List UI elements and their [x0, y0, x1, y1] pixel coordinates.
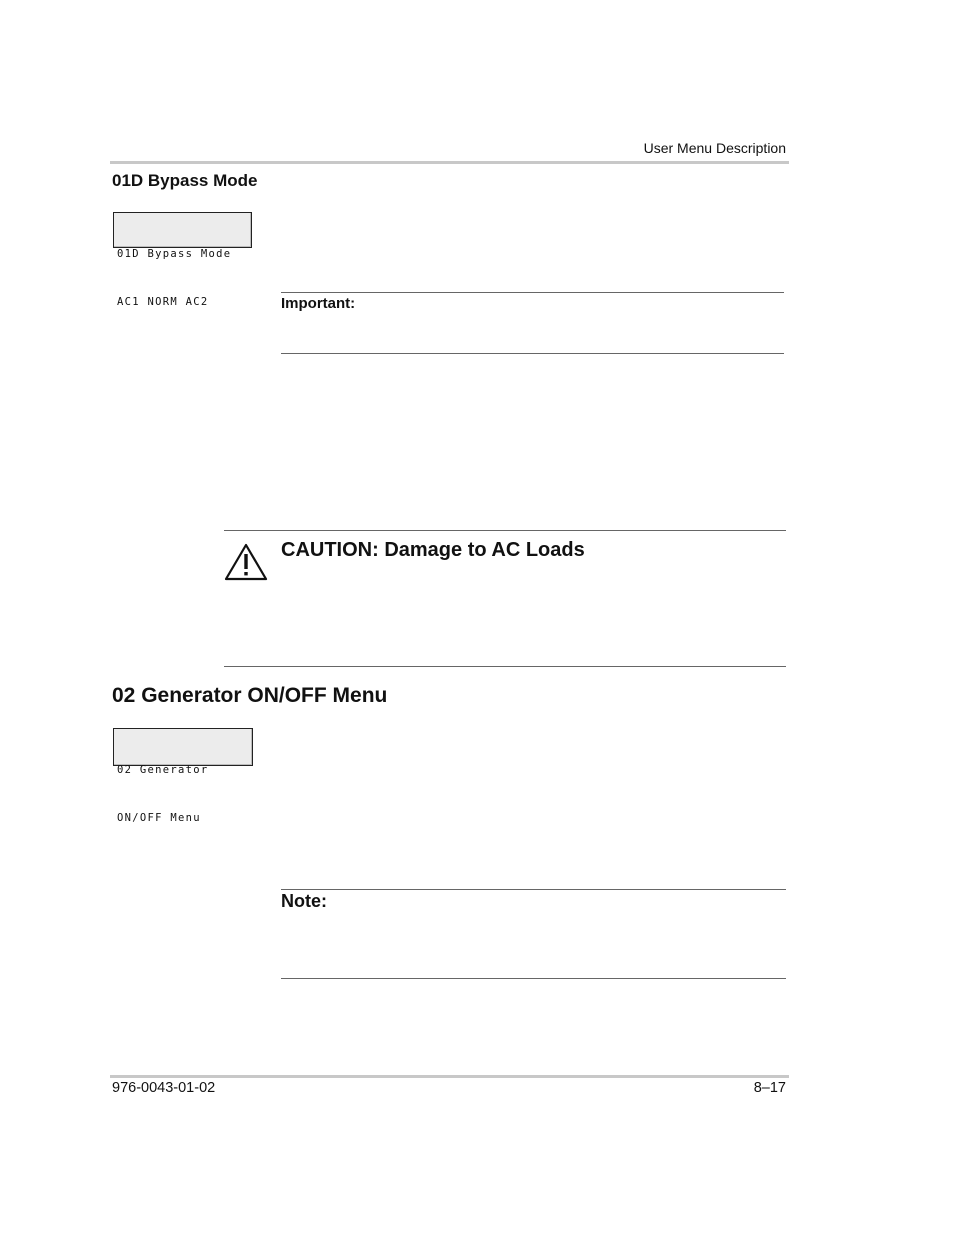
- section-title-01d-bypass-mode: 01D Bypass Mode: [112, 171, 258, 190]
- page-number: 8–17: [753, 1080, 786, 1096]
- note-bottom-rule: [281, 978, 786, 979]
- important-top-rule: [281, 292, 784, 293]
- lcd-line-2: ON/OFF Menu: [117, 812, 201, 824]
- footer-rule: [110, 1075, 789, 1078]
- running-header: User Menu Description: [643, 140, 786, 156]
- caution-title: CAUTION: Damage to AC Loads: [281, 539, 585, 561]
- lcd-line-1: 02 Generator: [117, 764, 209, 776]
- note-label: Note:: [281, 891, 327, 911]
- lcd-line-2: AC1 NORM AC2: [117, 296, 209, 308]
- important-label: Important:: [281, 295, 356, 312]
- important-bottom-rule: [281, 353, 784, 354]
- header-rule: [110, 161, 789, 164]
- warning-triangle-icon: [223, 542, 269, 582]
- document-number: 976-0043-01-02: [112, 1080, 216, 1096]
- lcd-display-bypass-mode: [113, 212, 252, 308]
- caution-top-rule: [224, 530, 786, 531]
- note-top-rule: [281, 889, 786, 890]
- caution-bottom-rule: [224, 666, 786, 667]
- lcd-line-1: 01D Bypass Mode: [117, 248, 232, 260]
- lcd-display-generator-menu: [113, 728, 253, 824]
- section-title-02-generator-menu: 02 Generator ON/OFF Menu: [112, 684, 388, 707]
